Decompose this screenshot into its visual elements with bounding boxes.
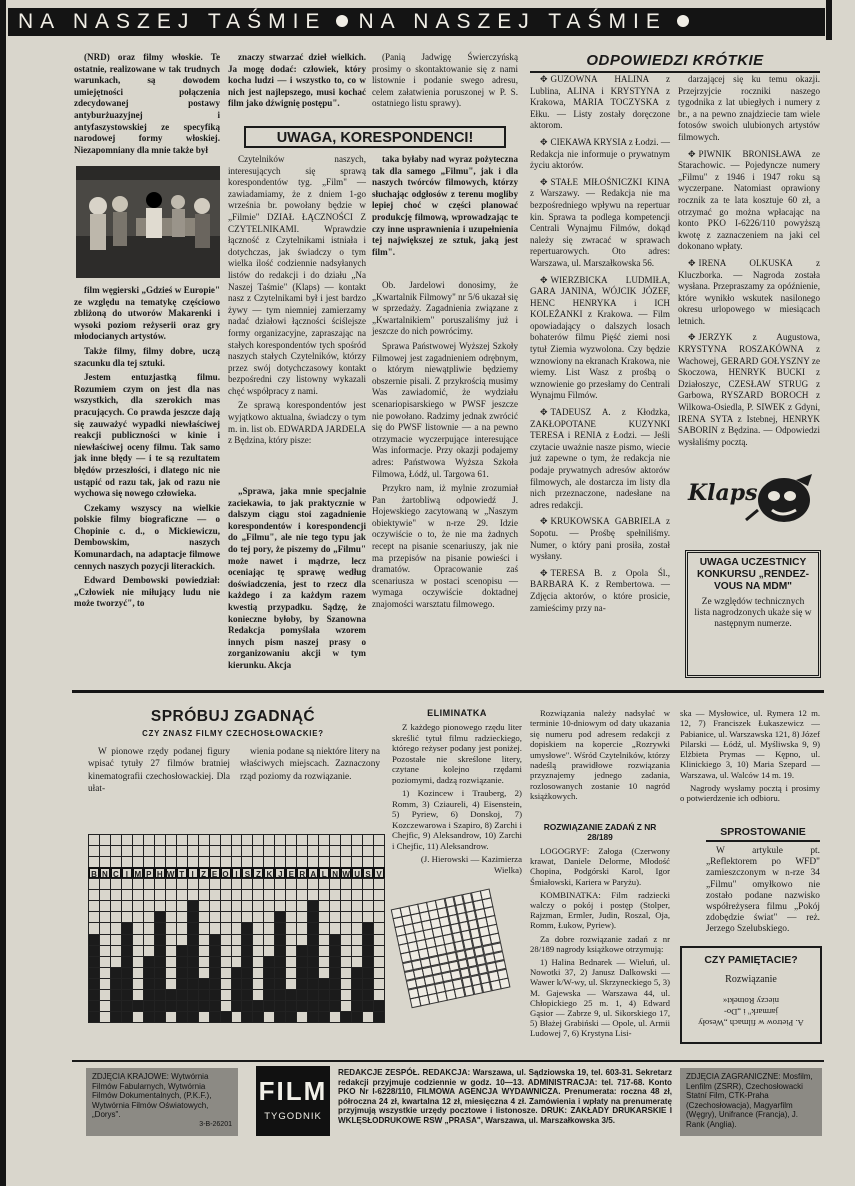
odpowiedzi-heading: ODPOWIEDZI KRÓTKIE bbox=[586, 52, 764, 69]
eliminatka-body bbox=[392, 722, 522, 875]
note-column-3-top bbox=[372, 52, 518, 122]
letter-column-1-bottom bbox=[74, 285, 220, 677]
section-divider bbox=[72, 690, 824, 693]
solutions-instructions bbox=[530, 708, 670, 816]
eliminatka-letter-grid bbox=[392, 890, 510, 1012]
film-still-illustration bbox=[76, 166, 220, 278]
prize-intro: Za dobre rozwiązanie zadań z nr 28/189 nagrody książkowe otrzymują: bbox=[530, 933, 670, 954]
section-banner bbox=[8, 8, 825, 36]
editorial-info: REDAKCJE ZESPÓŁ. REDAKCJA: Warszawa, ul. Sądziowska 19, tel. 603-31. Sekretarz redakcji przyjmuje codziennie w godz. 10—13. ADMINISTRACJA: tel. 717-68. Konto PKO Nr I-6228/110, FILMOWA AGENCJA WYDAWNICZA. Prenumerata: roczna 48 zł, półroczna 24 zł, kwartalna 12 zł, miesięczna 4 zł. Zamówienia i wpłaty na prenumeratę przyjmują wszystkie urzędy pocztowe i listonosze. DRUK: ZAKŁADY DRUKARSKIE I WKLĘSŁODRUKOWE RSW „PRASA", Warszawa, ul. Marszałkowska 3/5. bbox=[338, 1068, 672, 1125]
solution-row-cell[interactable]: W bbox=[165, 867, 177, 879]
banner-title: NA NASZEJ TAŚMIE bbox=[18, 10, 327, 33]
klaps-signature: Klaps bbox=[688, 480, 758, 506]
footer-foreign-credits: ZDJĘCIA ZAGRANICZNE: Mosfilm, Lenfilm (ZSRR), Czechosłowacki Statní Film, CTK-Praha (Czechosłowacja), Magyarfilm (Węgry), Unifrance (Francja), J. Rank (Anglia). bbox=[680, 1068, 822, 1136]
solution-row-cell[interactable]: O bbox=[220, 867, 232, 879]
paragraph: Czekamy wszyscy na wielkie polskie filmy biograficzne — o Chopinie c. d., o Mickiewiczu, Dembowskim, naszych Komunardach, na adaptacje filmowe cennych naszych pozycji literackich. bbox=[74, 502, 220, 571]
solution-row-cell[interactable]: U bbox=[351, 867, 363, 879]
puzzle-subtitle: CZY ZNASZ FILMY CZECHOSŁOWACKIE? bbox=[142, 729, 324, 738]
footer-domestic-credits bbox=[86, 1068, 238, 1136]
remember-label: Rozwiązanie bbox=[725, 974, 777, 985]
print-code: 3-B-26201 bbox=[199, 1120, 232, 1128]
bullet-dot bbox=[677, 15, 689, 27]
korespondenci-quote-continued bbox=[372, 154, 518, 280]
solution-row-cell[interactable]: I bbox=[231, 867, 243, 879]
paragraph: W pionowe rzędy podanej figury wpisać tytuły 27 filmów bratniej kinematografii czechosłowackiej. Dla ułat- bbox=[88, 747, 230, 795]
winners-list: ska — Mysłowice, ul. Rymera 12 m. 12, 7) Franciszek Łukaszewicz — Pabianice, ul. Warszawska 121, 8) Józef Pilarski — Łódź, ul. Myśliwska 9, 9) Elżbieta Prymas — Kępno, ul. Klinickiego 3, 10) Maria Szepard — Warszawa, ul. Walców 14 m. 19. bbox=[680, 708, 820, 780]
heading-rule bbox=[706, 840, 820, 842]
eliminatka-cell[interactable] bbox=[499, 977, 510, 988]
answer-line: nieczy Rotnekt« bbox=[722, 996, 780, 1006]
eliminatka-title: ELIMINATKA bbox=[427, 708, 487, 718]
domestic-credits-text: ZDJĘCIA KRAJOWE: Wytwórnia Filmów Fabularnych, Wytwórnia Filmów Dokumentalnych, (P.K.F.), Wytwórnia Filmów Oświatowych, „Dorys". bbox=[92, 1072, 212, 1120]
solution-row-cell[interactable]: P bbox=[143, 867, 155, 879]
solutions-body bbox=[530, 846, 670, 1064]
reply-entry: ✥ CIEKAWA KRYSIA z Łodzi. — Redakcja nie informuje o prywatnym życiu aktorów. bbox=[530, 136, 670, 171]
solution-row-cell[interactable]: B bbox=[88, 867, 100, 879]
paragraph: Ob. Jardelowi donosimy, że „Kwartalnik Filmowy" nr 5/6 ukazał się w sprzedaży. Zagadnienia związane z „Kwartalnikiem" poruszaliśmy już i jeszcze do nich powrócimy. bbox=[372, 280, 518, 337]
konkurs-title: UWAGA UCZESTNICY KONKURSU „RENDEZ-VOUS NA MDM" bbox=[696, 557, 810, 592]
eliminatka-author: (J. Hierowski — Kazimierza Wielka) bbox=[420, 854, 522, 875]
page-edge bbox=[0, 0, 6, 1186]
konkurs-notice-box bbox=[685, 550, 821, 678]
banner-title-repeat: NA NASZEJ TAŚMIE bbox=[358, 10, 667, 33]
reply-entry: ✥ PIWNIK BRONISŁAWA ze Starachowic. — Pojedyncze numery „Filmu" z 1946 i 1947 roku są wyczerpane. Natomiast oprawiony rocznik za te lata kosztuje 60 zł, a otrzymać go można wpłacając na konto PKO I-6226/110 powyższą kwotę z zaznaczeniem na jaki cel dokonano wpłaty. bbox=[678, 148, 820, 252]
film-reel-icon: ✥ bbox=[540, 274, 548, 285]
paragraph: (Panią Jadwigę Świerczyńską prosimy o skontaktowanie się z nami listownie i podanie swego adresu, celem załatwienia poruszonej w P. S. ostatniego listu sprawy). bbox=[372, 52, 518, 109]
solution-row-cell[interactable]: L bbox=[318, 867, 330, 879]
bullet-dot bbox=[336, 15, 348, 27]
paragraph: Edward Dembowski powiedział: „Człowiek nie miłujący ludu nie może tworzyć", to bbox=[74, 575, 220, 609]
film-reel-icon: ✥ bbox=[688, 257, 696, 268]
paragraph: W artykule pt. „Reflektorem po WFD" zamieszczonym w n-rze 34 „Filmu" omyłkowo nie zostało podane nazwisko współreżysera filmu „Pokój zdobędzie świat" — reż. Jerzego Szelubskiego. bbox=[706, 846, 820, 935]
logo-title: FILM bbox=[258, 1076, 328, 1106]
puzzle-title: SPRÓBUJ ZGADNĄĆ bbox=[150, 708, 316, 725]
letter-column-2-top bbox=[228, 52, 366, 122]
answer-line: A. Pietrow w filmach „Wesoły jarmark" i „Do- bbox=[698, 1007, 804, 1028]
paragraph: Z każdego pionowego rzędu liter skreślić tytuł filmu radzieckiego, którego reżyser podany jest poniżej. Pozostałe nie skreślone litery, czytane kolejno rzędami poziomymi, dadzą rozwiązanie. bbox=[392, 722, 522, 785]
solution-row-cell[interactable]: E bbox=[209, 867, 221, 879]
reply-entry: ✥ GUZOWNA HALINA z Lublina, ALINA i KRYSTYNA z Krakowa, MARIA TOCZYSKA z Ełku. — Listy zostały doręczone aktorom. bbox=[530, 74, 670, 131]
solution-row-cell[interactable]: I bbox=[121, 867, 133, 879]
korespondenci-heading: UWAGA, KORESPONDENCI! bbox=[244, 126, 506, 148]
paragraph: 1) Kozincew i Trauberg, 2) Romm, 3) Cziaureli, 4) Eisenstein, 5) Pyriew, 6) Donskoj, 7) Kozczewarowa i Szapiro, 8) Zarchi i Chejfic, 9) Aleksandrow, 10) Zarchi i Chejfic, 11) Aleksandrow. bbox=[392, 788, 522, 851]
solution-row-cell[interactable]: I bbox=[187, 867, 199, 879]
klaps-mascot bbox=[686, 470, 820, 532]
solution-row-cell[interactable]: S bbox=[362, 867, 374, 879]
solution-row-cell[interactable]: S bbox=[241, 867, 253, 879]
logogryf-answer: LOGOGRYF: Załoga (Czerwony krawat, Daniele Delorme, Młodość Chopina, Podgórski Karol, Igor Śmiałowski, Kariera w Paryżu). bbox=[530, 846, 670, 887]
film-reel-icon: ✥ bbox=[540, 136, 548, 147]
solution-row-cell[interactable]: J bbox=[274, 867, 286, 879]
paragraph: Jestem entuzjastką filmu. Rozumiem czym on jest dla nas wszystkich, dla szerokich mas pracujących. Co prawda jeszcze dają się zauważyć wypadki niewłaściwej reakcji publiczności w kinie i niewłaściwej oceny filmu. Tak samo jak inne błędy — i te są rezultatem błędów przeszłości, i dlatego nic nie ustąpić od razu tak, jak od razu nie wychowa się nowego człowieka. bbox=[74, 372, 220, 499]
paragraph: Rozwiązania należy nadsyłać w terminie 10-dniowym od daty ukazania się numeru pod adresem redakcji z dopiskiem na kopercie „Rozrywki umysłowe". Wśród Czytelników, którzy nadeślą prawidłowe rozwiązania przyznajemy jednego zadania, rozlosowanych zostanie 10 nagród książkowych. bbox=[530, 708, 670, 802]
reply-entry: darzającej się ku temu okazji. Przejrzyjcie roczniki naszego tygodnika z lat ubiegłych i numery z br., a na pewno znajdziecie tam wiele fotosów swoich ulubionych artystów filmowych. bbox=[678, 74, 820, 142]
remember-title: CZY PAMIĘTACIE? bbox=[704, 954, 798, 966]
film-reel-icon: ✥ bbox=[540, 176, 548, 187]
kombinatka-answer: KOMBINATKA: Film radziecki walczy o pokój i postęp (Stolper, Rajzman, Ermler, Judin, Roszal, Oja, Romm, Łukow, Pyriew). bbox=[530, 889, 670, 931]
paragraph: Także filmy, filmy dobre, uczą szacunku dla tej sztuki. bbox=[74, 345, 220, 368]
film-still-photo bbox=[76, 166, 220, 278]
paragraph: Ze sprawą korespondentów jest wyjątkowo aktualna, świadczy o tym m. in. list ob. EDWARDA JARDELA z Będzina, który pisze: bbox=[228, 400, 366, 446]
paragraph: wienia podane są niektóre litery na właściwych miejscach. Zaznaczony rząd poziomy da rozwiązanie. bbox=[240, 747, 380, 782]
quote-paragraph: taka byłaby nad wyraz pożyteczna tak dla samego „Filmu", jak i dla naszych twórców filmowych, którzy słuchając odgłosów z terenu mogliby lepiej choć w części planować produkcję filmową, wprowadzając te czy inne usprawnienia i uzupełnienia tej największej ze sztuk, jaką jest film". bbox=[372, 154, 518, 257]
sprostowanie-body bbox=[706, 846, 820, 942]
logo-subtitle: TYGODNIK bbox=[264, 1111, 322, 1122]
solution-row-cell[interactable]: K bbox=[263, 867, 275, 879]
film-weekly-logo bbox=[256, 1066, 330, 1136]
sprostowanie-title: SPROSTOWANIE bbox=[720, 826, 806, 838]
reply-entry: ✥ STAŁE MIŁOŚNICZKI KINA z Warszawy. — Redakcja nie ma bezpośredniego wpływu na repertuar kin. Sprawa ta podlega kompetencji Centrali Wynajmu Filmów, dokąd należy się zwracać w sprawach repertuarowych. Oto adres: Warszawa, ul. Marszałkowska 56. bbox=[530, 176, 670, 268]
banner-end-block bbox=[826, 0, 832, 40]
solution-row-cell[interactable]: Z bbox=[252, 867, 264, 879]
korespondenci-column-2 bbox=[372, 280, 518, 678]
solution-row-cell[interactable]: M bbox=[132, 867, 144, 879]
solution-row-cell[interactable]: C bbox=[110, 867, 122, 879]
reply-entry: ✥ JERZYK z Augustowa, KRYSTYNA ROSZAKÓWNA z Wachowej, GERARD GOŁYSZNY ze Skoczowa, HENRYK BUCKI z Działoszyc, CZESŁAW STRUG z Garbowa, RYSZARD BOROCH z Wilkowa-Osiedla, P. SIWEK z Gdyni, IRENA SYTA z Istebnej, HENRYK SABORIN z Będzina. — Odpowiedzi wysłaliśmy pocztą. bbox=[678, 332, 820, 447]
reply-entry: ✥ KRUKOWSKA GABRIELA z Sopotu. — Prośbę spełniliśmy. Numer, o który pani prosiła, został wysłany. bbox=[530, 516, 670, 562]
letter-column-1-top bbox=[74, 52, 220, 156]
odpowiedzi-column-1 bbox=[530, 74, 670, 678]
solution-row-cell[interactable]: R bbox=[296, 867, 308, 879]
solutions-title: ROZWIĄZANIE ZADAŃ Z NR 28/189 bbox=[543, 822, 657, 842]
solution-row-cell[interactable]: Z bbox=[198, 867, 210, 879]
heading-rule bbox=[530, 71, 820, 73]
paragraph: Sprawa Państwowej Wyższej Szkoły Filmowej jest zagadnieniem odrębnym, o którym niewątpliwie będziemy obszernie pisali. Z przykrością musimy Was zawiadomić, że wydziału scenariopisarskiego w PWSF jeszcze nie powołano. Radzimy jednak zwrócić się do PWSF listownie — a na pewno otrzymacie wyczerpujące interesujące Was informacje. Przy okazji podajemy adres: Państwowa Wyższa Szkoła Filmowa, Łódź, ul. Targowa 61. bbox=[372, 340, 518, 479]
solution-row-cell[interactable]: A bbox=[307, 867, 319, 879]
winners-continued bbox=[680, 708, 820, 812]
film-reel-icon: ✥ bbox=[688, 332, 696, 343]
paragraph: znaczy stwarzać dzieł wielkich. Ja mogę dodać: człowiek, który kocha ludzi — i wszystko to, co w nich jest najlepszego, musi kochać film jako dźwignię postępu". bbox=[228, 52, 366, 109]
solution-row-cell[interactable]: T bbox=[176, 867, 188, 879]
solution-row-cell[interactable]: E bbox=[285, 867, 297, 879]
remember-answer-upside-down bbox=[682, 995, 820, 1028]
film-reel-icon: ✥ bbox=[540, 567, 548, 578]
footer-rule bbox=[72, 1060, 824, 1062]
solution-row-cell[interactable]: N bbox=[329, 867, 341, 879]
reply-entry: ✥ TERESA B. z Opola Śl., BARBARA K. z Rembertowa. — Zdjęcia aktorów, o które prosicie, zamieścimy przy na- bbox=[530, 567, 670, 613]
remember-box bbox=[680, 946, 822, 1044]
film-reel-icon: ✥ bbox=[540, 74, 548, 84]
film-reel-icon: ✥ bbox=[688, 148, 696, 159]
reply-entry: ✥ IRENA OLKUSKA z Kluczborka. — Nagroda została wysłana. Przepraszamy za opóźnienie, które wynikło wskutek nasilonego okresu urlopowego w miesiącach letnich. bbox=[678, 257, 820, 326]
film-reel-icon: ✥ bbox=[540, 407, 548, 418]
puzzle-instructions-left bbox=[88, 746, 230, 812]
solution-row-cell[interactable]: H bbox=[154, 867, 166, 879]
grid-cell[interactable] bbox=[373, 1011, 385, 1023]
paragraph: film węgierski „Gdzieś w Europie" ze względu na tematykę częściowo zbliżoną do utworów Makarenki i wysoki poziom reżyserii oraz gry młodocianych artystów. bbox=[74, 285, 220, 342]
film-reel-icon: ✥ bbox=[540, 516, 548, 527]
eliminatka-grid-rotated bbox=[391, 889, 510, 1008]
crossword-grid bbox=[88, 834, 384, 1022]
solution-row-cell[interactable]: N bbox=[99, 867, 111, 879]
korespondenci-column-1 bbox=[228, 154, 366, 482]
konkurs-body: Ze względów technicznych lista nagrodzonych ukaże się w następnym numerze. bbox=[694, 597, 812, 629]
puzzle-instructions-right bbox=[240, 746, 380, 812]
korespondenci-quote bbox=[228, 486, 366, 678]
solution-row-cell[interactable]: W bbox=[340, 867, 352, 879]
winners-list: 1) Halina Bednarek — Wieluń, ul. Nowotki 37, 2) Janusz Dalkowski — Wawer k/W-wy, ul. Skrzyneckiego 5, 3) M. Gajewska — Warszawa 44, ul. Chłopickiego 25 m. 1, 4) Edward Gąsior — Zabrze 9, ul. Sikorskiego 17, 5) Błażej Grabiński — Opole, ul. Armii Ludowej 7, 6) Krystyna Lisi- bbox=[530, 957, 670, 1039]
quote-paragraph: „Sprawa, jaka mnie specjalnie zaciekawia, to jak praktycznie w dalszym ciągu stoi zagadnienie korespondentów i korespondencji do „Filmu", ale nie tego typu jak do tej pory, że piszemy do „Filmu" może nawet i mądrze, lecz oceniając tę sprawę według doświadczenia, jest to rzecz dla każdego i za każdym razem kwestią przypadku. Sądzę, że konieczne byłoby, by Szanowna Redakcja pomyślała wzorem innych pism naszej prasy o zorganizowaniu akcji w tym kierunku. Akcja bbox=[228, 486, 366, 670]
paragraph: Przykro nam, iż mylnie zrozumiał Pan żartobliwą odpowiedź J. Hojewskiego zacytowaną w „Naszym obiektywie" w n-rze 29. Idzie oczywiście o to, że nie ma żadnych recept na pisanie scenariuszy, jak nie ma przepisów na pisanie powieści i dramatów. Opracowanie zaś scenariusza w postaci scenopisu — wymaga oczywiście doktadnej znajomości warsztatu filmowego. bbox=[372, 483, 518, 610]
odpowiedzi-column-2 bbox=[678, 74, 820, 454]
prize-note: Nagrody wysłamy pocztą i prosimy o potwierdzenie ich odbioru. bbox=[680, 783, 820, 804]
paragraph: (NRD) oraz filmy włoskie. Te ostatnie, realizowane w tak trudnych warunkach, są dowodem umiejętności połączenia zdecydowanej postawy antyburżuazyjnej i antyfaszystowskiej ze specyfiką narodowej formy włoskiej. Niezapomniany dla mnie także był bbox=[74, 52, 220, 155]
paragraph: Czytelników naszych, interesujących się sprawą korespondentów tyg. „Film" — zawiadamiamy, że z dniem 1-go września br. powołany będzie w „Filmie" DZIAŁ ŁĄCZNOŚCI Z CZYTELNIKAMI. Wprawdzie łączność z Czytelnikami istniała i dotychczas, jak świadczy o tym wielka ilość codziennie nadsyłanych listów do redakcji i do działu „Na Naszej Taśmie" (Klaps) — kontakt nasz z Czytelnikami był i jest bardzo żywy — tym niemniej zamierzamy nadać działowi łączności ściślejsze formy organizacyjne, zapraszając na stałych korespondentów tych spośród naszych stałych Czytelników, którzy przez swój dotychczasowy kontakt bezpośredni czy listowny wykazali chęć współpracy z nami. bbox=[228, 154, 366, 396]
reply-entry: ✥ WIERZBICKA LUDMIŁA, GARA JANINA, WÓJCIK JÓZEF, HENC HENRYKA i ICH KOLEŻANKI z Krakowa. — Film opowiadający o dalszych losach bohaterów filmu Pięść ziemi nosi tytuł Ziemia wyzwolona. Czy będzie wznowiony na ekranach Krakowa, nie wiemy. List Wasz z prośbą o wznowienie go przesłamy do Centrali Wynajmu Filmów. bbox=[530, 274, 670, 401]
solution-row-cell[interactable]: V bbox=[373, 867, 385, 879]
reply-entry: ✥ TADEUSZ A. z Kłodzka, ZAKŁOPOTANE KUZYNKI TERESA i RENIA z Łodzi. — Jeśli czytacie uważnie nasze pismo, wiecie już zapewne o tym, że redakcja nie podaje prywatnych adresów aktorów filmowych, ale dostarcza im listy dla nich przeznaczone, nadesłane na adres redakcji. bbox=[530, 407, 670, 510]
